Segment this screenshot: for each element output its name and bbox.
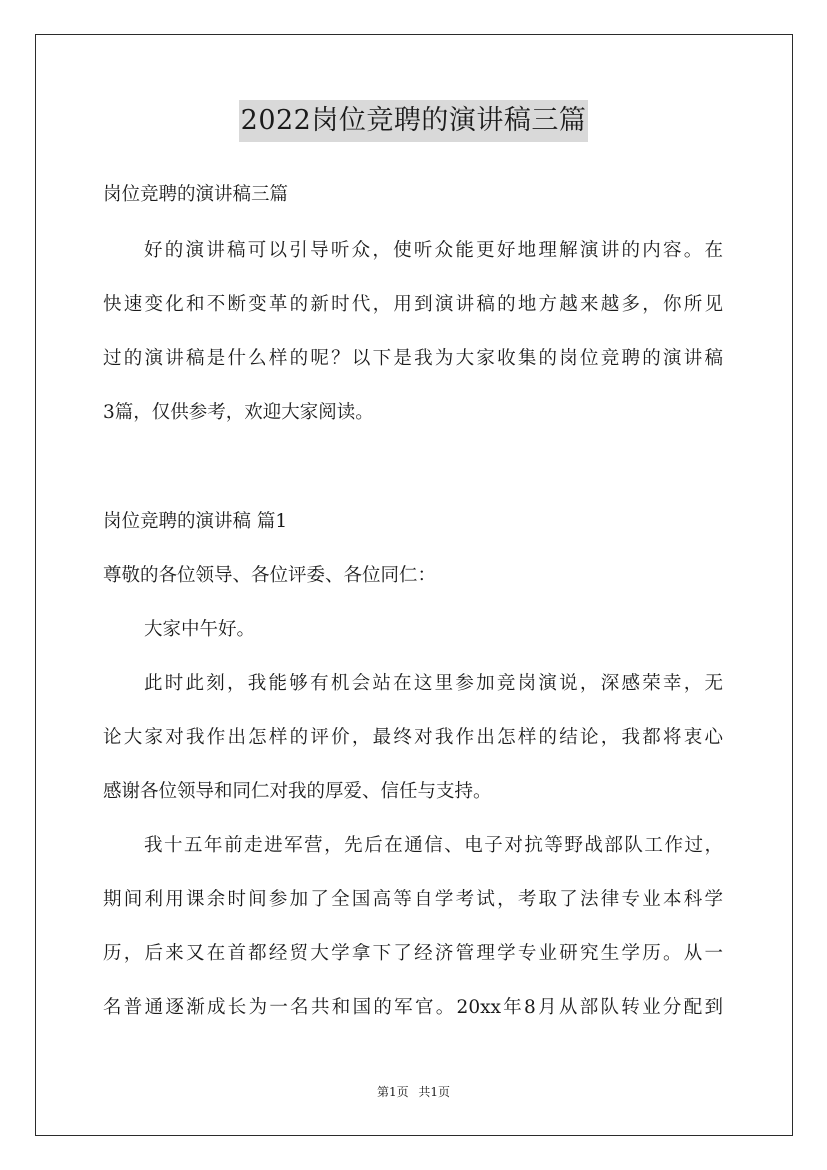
paragraph-line: 过的演讲稿是什么样的呢？以下是我为大家收集的岗位竞聘的演讲稿 [103, 348, 723, 369]
paragraph-line: 期间利用课余时间参加了全国高等自学考试，考取了法律专业本科学 [103, 889, 723, 910]
salutation-line: 尊敬的各位领导、各位评委、各位同仁： [103, 565, 437, 586]
document-title: 2022岗位竞聘的演讲稿三篇 [239, 100, 589, 142]
paragraph-line: 3篇，仅供参考，欢迎大家阅读。 [103, 402, 374, 423]
paragraph-line: 此时此刻，我能够有机会站在这里参加竞岗演说，深感荣幸，无 [144, 673, 723, 694]
paragraph-line: 论大家对我作出怎样的评价，最终对我作出怎样的结论，我都将衷心 [103, 727, 723, 748]
page-footer [0, 1084, 827, 1100]
greeting-line: 大家中午好。 [144, 619, 256, 640]
section-heading: 岗位竞聘的演讲稿 篇1 [103, 511, 288, 532]
title-container [0, 100, 827, 142]
paragraph-line: 我十五年前走进军营，先后在通信、电子对抗等野战部队工作过， [144, 835, 723, 856]
subtitle-line: 岗位竞聘的演讲稿三篇 [103, 184, 289, 205]
page-total: 共1页 [418, 1085, 451, 1099]
paragraph-line: 好的演讲稿可以引导听众，使听众能更好地理解演讲的内容。在 [144, 240, 723, 261]
paragraph-line: 名普通逐渐成长为一名共和国的军官。20xx年8月从部队转业分配到 [103, 997, 723, 1018]
paragraph-line: 感谢各位领导和同仁对我的厚爱、信任与支持。 [103, 781, 492, 802]
page-number: 第1页 [376, 1085, 409, 1099]
paragraph-line: 历，后来又在首都经贸大学拿下了经济管理学专业研究生学历。从一 [103, 943, 723, 964]
paragraph-line: 快速变化和不断变革的新时代，用到演讲稿的地方越来越多，你所见 [103, 294, 723, 315]
